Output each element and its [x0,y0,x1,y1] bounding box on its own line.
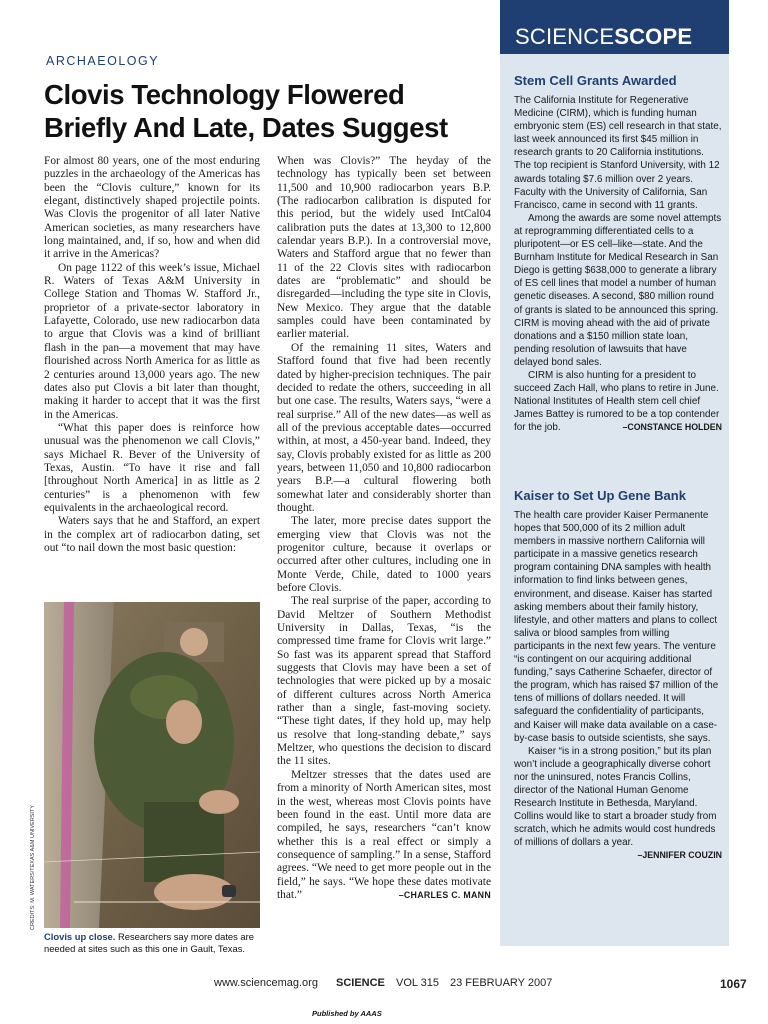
story-gene-bank [514,488,722,863]
logo-science: SCIENCE [515,24,615,49]
paragraph [514,369,722,434]
author-signoff: –JENNIFER COUZIN [637,850,722,861]
paragraph: “What this paper does is reinforce how unusual was the phenomenon we call Clovis,” says Michael R. Bever of the University of Texas, Austin. “To have it rise and fall [throughout North America] in as little as 2 centuries” is a phenomenon with few equivalents in the archaeological record. [44,421,260,514]
paragraph: For almost 80 years, one of the most enduring puzzles in the archaeology of the Americas has been the “Clovis culture,” known for its elegant, distinctively shaped projectile points. Was Clovis the progenitor of all later Native American societies, as many researchers have long maintained, and, if so, how and when did it arrive in the Americas? [44,155,260,261]
excavation-illustration [44,602,260,928]
footer-date: 23 FEBRUARY 2007 [450,977,553,989]
footer-url[interactable]: www.sciencemag.org [214,977,318,989]
page-number: 1067 [720,977,747,991]
paragraph: Among the awards are some novel attempts at reprogramming differentiated cells to a pluripotent—or ES cell–like—state. And the Burnham Institute for Medical Research in San Diego is getting $638,000 to generate a library of ES cell lines that model a number of human genetic diseases. A second, $80 million round of grants is slated to be announced this spring. CIRM is moving ahead with the aid of private donations and a $150 million state loan, pending resolution of lawsuits that have delayed bond sales. [514,212,722,368]
story-body [514,94,722,434]
paragraph: The later, more precise dates support the emerging view that Clovis was not the progenitor culture, because it overlaps or occurred after other cultures, including one in Monte Verde, Chile, dated to 1000 years before Clovis. [277,515,491,594]
photo-caption [44,931,266,955]
download-note [740,205,768,663]
story-title: Stem Cell Grants Awarded [514,73,677,88]
paragraph: On page 1122 of this week’s issue, Michael R. Waters of Texas A&M University in College Station and Thomas W. Stafford Jr., proprietor of a private-sector laboratory in Lafayette, Colorado, use new radiocarbon data to argue that Clovis was a kind of brilliant flash in the pan—a movement that may have flourished across North America for as little as 2 centuries around 13,000 years ago. The new dates also put Clovis a bit later than thought, making it harder to accept that it was the first in the Americas. [44,261,260,421]
signoff-line [514,849,722,862]
caption-lead: Clovis up close. [44,931,116,942]
excavation-photo [44,602,260,928]
paragraph [277,769,491,902]
sciencescope-logo [515,24,692,50]
photo-credit [30,700,42,930]
paragraph: The health care provider Kaiser Permanente hopes that 500,000 of its 2 million adult members in massive northern California will participate in a massive genetics research program containing DNA samples with health information to find links between genes, environment, and disease. Kaiser has started asking members about their family history, lifestyle, and other matters and plans to collect saliva or blood samples from willing participants in the next few years. The venture “is contingent on our acquiring additional funding,” says Catherine Schaefer, director of the program, which has raised $7 million of the tens of millions of dollars needed. It will safeguard the confidentiality of participants, and Kaiser will make data available on a case-by-case basis to outside scientists, she says. [514,510,719,744]
paragraph: Kaiser “is in a strong position,” but its plan won’t include a geographically diverse cohort nor the uninsured, notes Francis Collins, director of the National Human Genome Research Institute in Bethesda, Maryland. Collins would like to start a broader study from scratch, which he admits would cost hundreds of millions of dollars a year. [514,745,717,849]
paragraph: When was Clovis?” The heyday of the technology has typically been set between 11,500 and 10,900 radiocarbon years B.P. (The radiocarbon calibration is disputed for this period, but the widely used IntCal04 calibration puts the dates at 13,300 to 12,800 calendar years B.P.). In a controversial move, Waters and Stafford argue that no fewer than 11 of the 22 Clovis sites with radiocarbon dates are “problematic” and should be disregarded—including the type site in Clovis, New Mexico. They argue that the datable samples could have been contaminated by earlier material. [277,155,491,341]
footer-journal: SCIENCE [336,977,385,989]
author-signoff: –CHARLES C. MANN [398,889,491,900]
footer-volume: VOL 315 [396,977,440,989]
photo-credit-text: CREDITS: M. WATERS/TEXAS A&M UNIVERSITY [30,805,36,930]
article-headline: Clovis Technology Flowered Briefly And Late, Dates Suggest [44,79,448,143]
article-column-1 [44,155,260,555]
paragraph-text: Meltzer stresses that the dates used are from a minority of North American sites, most in the west, whereas most Clovis points have been found in the east. Until more data are compiled, he says, researchers “can’t know whether this is a real effect or simply a consequence of sampling.” In a sense, Stafford agrees. “We need to get more people out in the field,” he says. “We hope these dates motivate that.” [277,768,491,901]
paragraph-text: CIRM is also hunting for a president to succeed Zach Hall, who plans to retire in June. National Institutes of Health stem cell chief James Battey is rumored to be a top contender for the job. [514,369,720,434]
logo-scope: SCOPE [614,24,693,49]
paragraph: Of the remaining 11 sites, Waters and Stafford found that five had been recently dated by higher-precision techniques. The pair decided to redate the others, succeeding in all but one case. The results, Waters says, “were a real surprise.” All of the new dates—as well as all of the previous acceptable dates—occurred within, at most, a 450-year band. Indeed, they say, Clovis probably existed for as little as 200 years, between 11,050 and 10,800 radiocarbon years B.P.—a cultural flowering both somewhat later and considerably shorter than thought. [277,341,491,514]
section-label: ARCHAEOLOGY [46,54,160,68]
caption-text: Researchers say more dates are needed at sites such as this one in Gault, Texas. [44,931,254,954]
story-title: Kaiser to Set Up Gene Bank [514,488,686,503]
published-by: Published by AAAS [312,1009,382,1018]
paragraph: Waters says that he and Stafford, an expert in the complex art of radiocarbon dating, set out “to nail down the most basic question: [44,515,260,554]
paragraph: The real surprise of the paper, according to David Meltzer of Southern Methodist University in Dallas, Texas, “is the compressed time frame for Clovis writ large.” So fast was its apparent spread that Stafford suggests that Clovis may have been a set of technologies that were picked up by a mosaic of different cultures across North America rather than a single, fast-moving society. “These tight dates, if they hold up, may help us resolve that long-standing debate,” says Meltzer, who questions the decision to discard the 11 sites. [277,595,491,768]
article-column-2 [277,155,491,902]
author-signoff: –CONSTANCE HOLDEN [622,422,722,433]
story-body [514,509,722,863]
paragraph: The California Institute for Regenerative Medicine (CIRM), which is funding human embryonic stem (ES) cell research in that state, last week announced its first $45 million in research grants to 20 California institutions. The top recipient is Stanford University, with 12 awards totaling $7.6 million over 2 years. Faculty with the University of California, San Francisco, came in second with 11 grants. [514,95,722,211]
story-stem-cell [514,73,722,434]
